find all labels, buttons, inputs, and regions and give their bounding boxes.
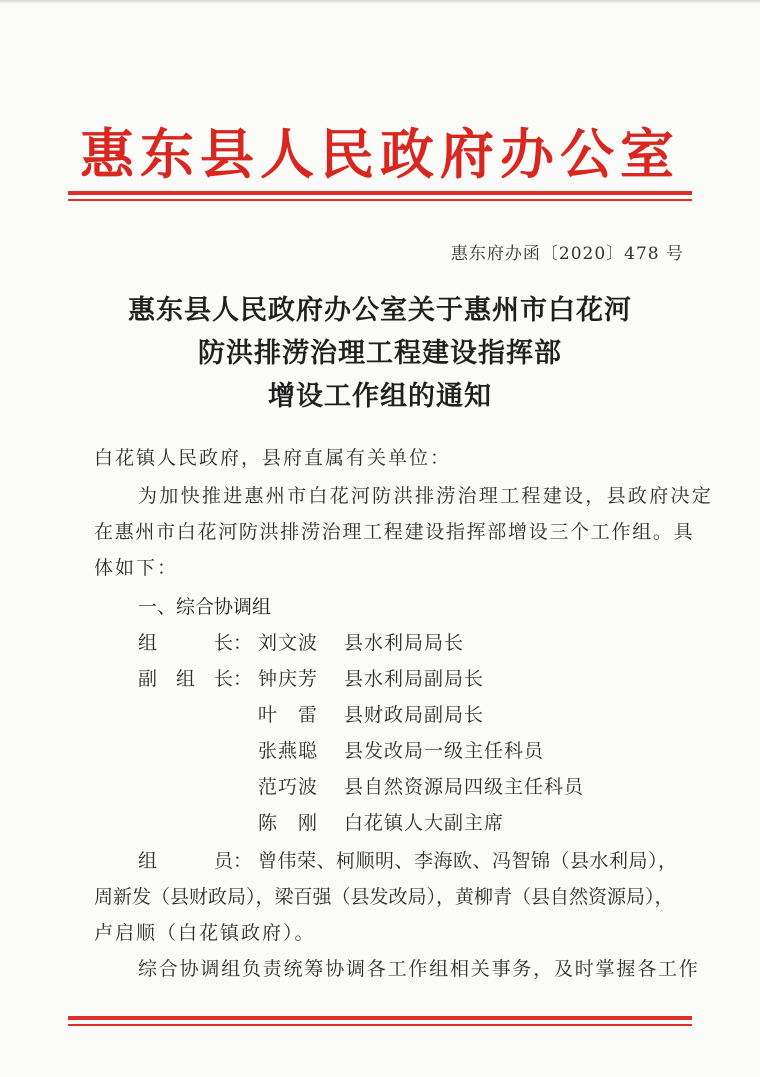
members-line-1: 曾伟荣、柯顺明、李海欧、冯智锦（县水利局）， [258, 850, 678, 872]
deputy-name: 张燕聪 [258, 740, 319, 762]
leader-name: 刘文波 [258, 632, 319, 654]
footer-red-rule-thin [68, 1024, 692, 1026]
deputy-label: 副 组 长： [138, 668, 253, 690]
deputy-name: 陈 刚 [258, 812, 319, 834]
leader-position: 县水利局局长 [344, 632, 465, 654]
header-red-rule-thin [68, 199, 692, 201]
header-red-rule-thick [68, 191, 692, 195]
salutation: 白花镇人民政府，县府直属有关单位： [94, 447, 452, 469]
deputy-position: 县自然资源局四级主任科员 [344, 776, 585, 798]
notice-title-line-2: 防洪排涝治理工程建设指挥部 [198, 338, 562, 369]
deputy-position: 县水利局副局长 [344, 668, 485, 690]
office-letterhead-title: 惠东县人民政府办公室 [80, 122, 680, 186]
leader-label: 组 长： [138, 632, 253, 654]
deputy-name: 范巧波 [258, 776, 319, 798]
deputy-name: 叶 雷 [258, 704, 319, 726]
members-line-2: 周新发（县财政局），梁百强（县发改局），黄柳青（县自然资源局）， [94, 886, 674, 908]
section-heading: 一、综合协调组 [138, 596, 272, 618]
deputy-position: 县发改局一级主任科员 [344, 740, 545, 762]
duty-line: 综合协调组负责统筹协调各工作组相关事务，及时掌握各工作 [138, 958, 700, 980]
deputy-position: 县财政局副局长 [344, 704, 485, 726]
deputy-position: 白花镇人大副主席 [344, 812, 505, 834]
notice-title-line-3: 增设工作组的通知 [268, 381, 492, 412]
intro-line-2: 在惠州市白花河防洪排涝治理工程建设指挥部增设三个工作组。具 [94, 521, 695, 543]
notice-title-line-1: 惠东县人民政府办公室关于惠州市白花河 [128, 295, 632, 326]
deputy-name: 钟庆芳 [258, 668, 319, 690]
document-number: 惠东府办函〔2020〕478 号 [450, 244, 684, 264]
footer-red-rule-thick [68, 1016, 692, 1020]
member-label: 组 员： [138, 850, 253, 872]
scan-edge [0, 0, 760, 4]
intro-line-3: 体如下： [94, 557, 179, 579]
members-line-3: 卢启顺（白花镇政府）。 [94, 922, 316, 944]
intro-line-1: 为加快推进惠州市白花河防洪排涝治理工程建设，县政府决定 [138, 485, 714, 507]
